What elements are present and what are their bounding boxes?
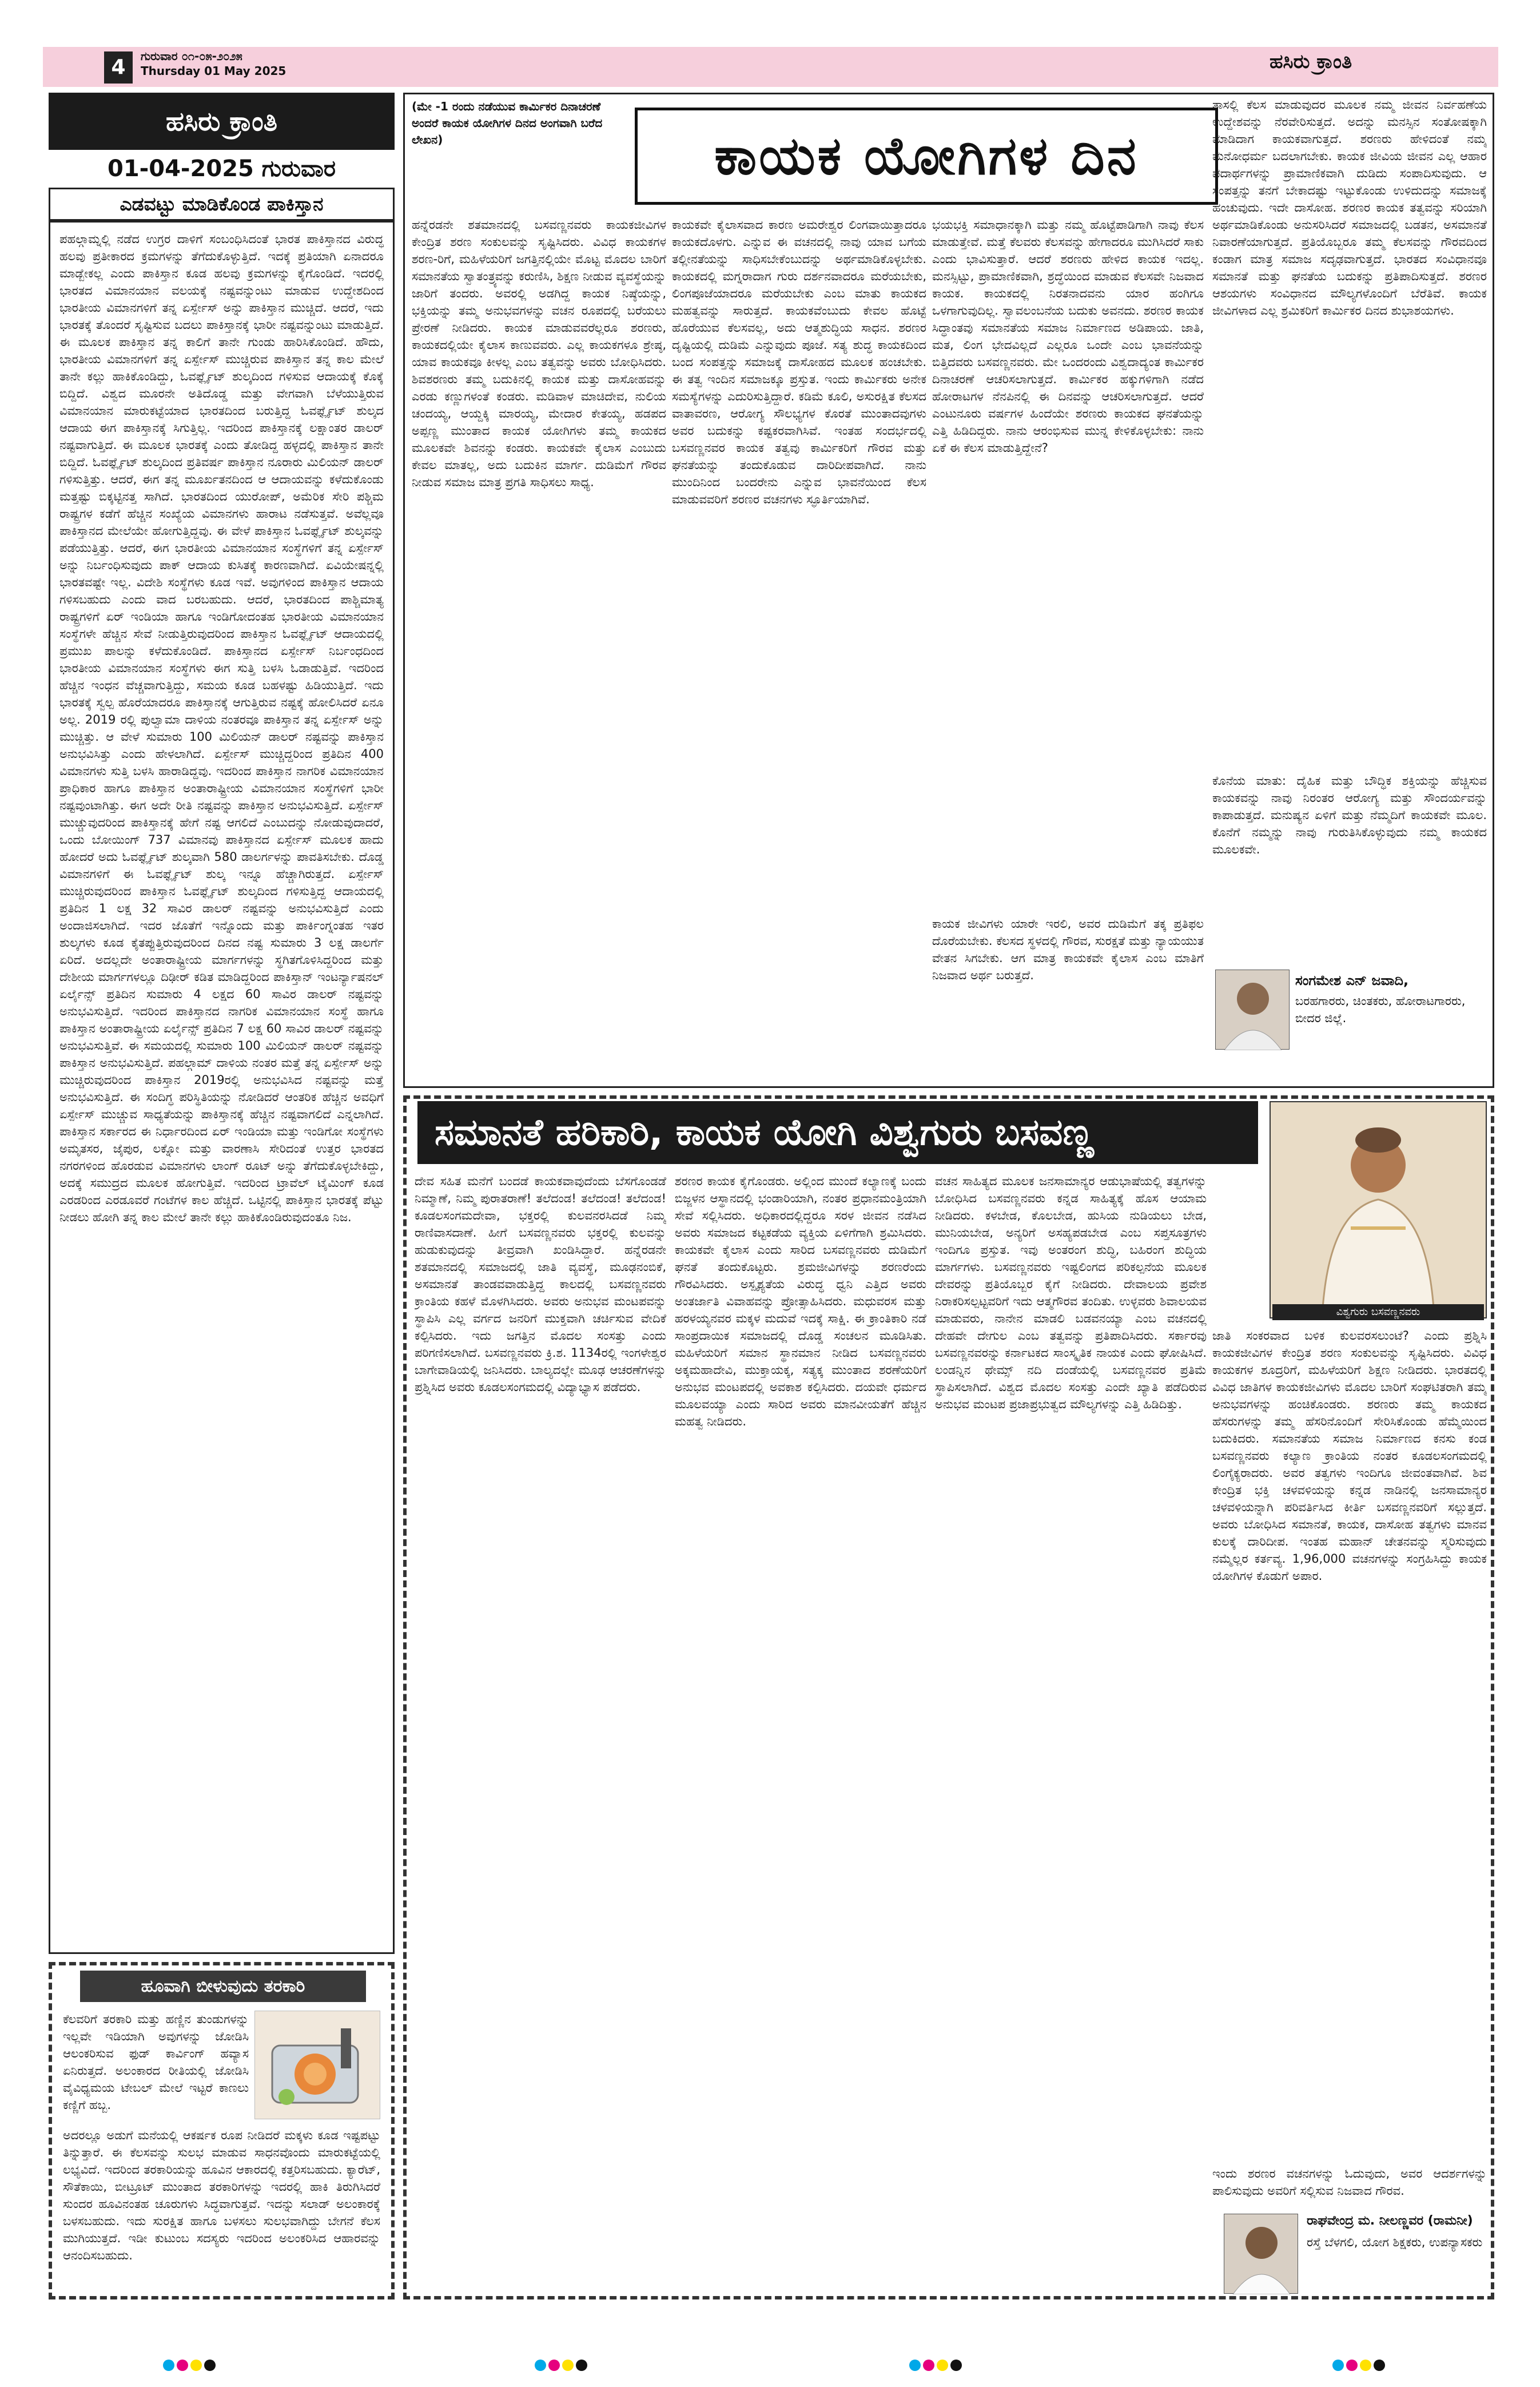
kayaka-kicker: (ಮೇ -1 ರಂದು ನಡೆಯುವ ಕಾರ್ಮಿಕರ ದಿನಾಚರಣೆ ಅಂದರೆ ಕಾಯಕ ಯೋಗಿಗಳ ದಿನದ ಅಂಗವಾಗಿ ಬರೆದ ಲೇಖನ) [412,100,603,146]
registration-dot [535,2360,546,2371]
registration-dot [562,2360,574,2371]
editorial-box [49,221,395,1954]
registration-dot [190,2360,202,2371]
veg-tip-body-bottom: ಅದರಲ್ಲೂ ಅಡುಗೆ ಮನೆಯಲ್ಲಿ ಆಕರ್ಷಕ ರೂಪ ನೀಡಿದರೆ ಮಕ್ಕಳು ಕೂಡ ಇಷ್ಟಪಟ್ಟು ತಿನ್ನುತ್ತಾರೆ. ಈ ಕೆಲಸವನ್ನು ಸುಲಭ ಮಾಡುವ ಸಾಧನವೊಂದು ಮಾರುಕಟ್ಟೆಯಲ್ಲಿ ಲಭ್ಯವಿದೆ. ಇದರಿಂದ ತರಕಾರಿಯನ್ನು ಹೂವಿನ ಆಕಾರದಲ್ಲಿ ಕತ್ತರಿಸಬಹುದು. ಕ್ಯಾರೆಟ್, ಸೌತೆಕಾಯಿ, ಬೀಟ್ರೂಟ್ ಮುಂತಾದ ತರಕಾರಿಗಳನ್ನು ಇದರಲ್ಲಿ ಹಾಕಿ ತಿರುಗಿಸಿದರೆ ಸುಂದರ ಹೂವಿನಂತಹ ಚೂರುಗಳು ಸಿದ್ಧವಾಗುತ್ತವೆ. ಇದನ್ನು ಸಲಾಡ್ ಅಲಂಕಾರಕ್ಕೆ ಬಳಸಬಹುದು. ಇದು ಸುರಕ್ಷಿತ ಹಾಗೂ ಬಳಸಲು ಸುಲಭವಾಗಿದ್ದು ಬೇಗನೆ ಕೆಲಸ ಮುಗಿಯುತ್ತದೆ. ಇಡೀ ಕುಟುಂಬ ಸದಸ್ಯರು ಇದರಿಂದ ಅಲಂಕರಿಸಿದ ಆಹಾರವನ್ನು ಆನಂದಿಸಬಹುದು. [63,2128,380,2262]
author-name: ರಾಘವೇಂದ್ರ ಮ. ನೀಲಣ್ಣವರ (ರಾಮನೀ) [1307,2214,1473,2228]
kayaka-column-1: ಹನ್ನೆರಡನೇ ಶತಮಾನದಲ್ಲಿ ಬಸವಣ್ಣನವರು ಕಾಯಕಜೀವಿಗಳ ಕೇಂದ್ರಿತ ಶರಣ ಸಂಕುಲವನ್ನು ಸೃಷ್ಟಿಸಿದರು. ವಿವಿಧ ಕಾಯಕಗಳ ಶರಣ-ರಿಗೆ, ಮಹಿಳೆಯರಿಗೆ ಜಗತ್ತಿನಲ್ಲಿಯೇ ಮೊಟ್ಟ ಮೊದಲ ಬಾರಿಗೆ ಸಮಾನತೆಯ ಸ್ವಾತಂತ್ರ್ಯವನ್ನು ಕರುಣಿಸಿ, ಶಿಕ್ಷಣ ನೀಡುವ ವ್ಯವಸ್ಥೆಯನ್ನು ಜಾರಿಗೆ ತಂದರು. ಅವರಲ್ಲಿ ಅಡಗಿದ್ದ ಕಾಯಕ ನಿಷ್ಠೆಯನ್ನು, ಭಕ್ತಿಯನ್ನು ತಮ್ಮ ಅನುಭವಗಳನ್ನು ವಚನ ರೂಪದಲ್ಲಿ ಬರೆಯಲು ಪ್ರೇರಣೆ ನೀಡಿದರು. ಕಾಯಕ ಮಾಡುವವರೆಲ್ಲರೂ ಶರಣರು, ಕಾಯಕದಲ್ಲಿಯೇ ಕೈಲಾಸ ಕಾಣುವವರು. ಎಲ್ಲ ಕಾಯಕಗಳೂ ಶ್ರೇಷ್ಠ, ಯಾವ ಕಾಯಕವೂ ಕೀಳಲ್ಲ ಎಂಬ ತತ್ವವನ್ನು ಅವರು ಬೋಧಿಸಿದರು. ಶಿವಶರಣರು ತಮ್ಮ ಬದುಕಿನಲ್ಲಿ ಕಾಯಕ ಮತ್ತು ದಾಸೋಹವನ್ನು ಎರಡು ಕಣ್ಣುಗಳಂತೆ ಕಂಡರು. ಮಡಿವಾಳ ಮಾಚಿದೇವ, ನುಲಿಯ ಚಂದಯ್ಯ, ಆಯ್ದಕ್ಕಿ ಮಾರಯ್ಯ, ಮೇದಾರ ಕೇತಯ್ಯ, ಹಡಪದ ಅಪ್ಪಣ್ಣ ಮುಂತಾದ ಕಾಯಕ ಯೋಗಿಗಳು ತಮ್ಮ ಕಾಯಕದ ಮೂಲಕವೇ ಶಿವನನ್ನು ಕಂಡರು. ಕಾಯಕವೇ ಕೈಲಾಸ ಎಂಬುದು ಕೇವಲ ಮಾತಲ್ಲ, ಅದು ಬದುಕಿನ ಮಾರ್ಗ. ದುಡಿಮೆಗೆ ಗೌರವ ನೀಡುವ ಸಮಾಜ ಮಾತ್ರ ಪ್ರಗತಿ ಸಾಧಿಸಲು ಸಾಧ್ಯ. [412,218,666,489]
editorial-headline: ಎಡವಟ್ಟು ಮಾಡಿಕೊಂಡ ಪಾಕಿಸ್ತಾನ [49,188,395,221]
registration-dot [950,2360,962,2371]
kayaka-column-3: ಭಯಭಕ್ತಿ ಸಮಾಧಾನಕ್ಕಾಗಿ ಮತ್ತು ನಮ್ಮ ಹೊಟ್ಟೆಪಾಡಿಗಾಗಿ ನಾವು ಕೆಲಸ ಮಾಡುತ್ತೇವೆ. ಮತ್ತೆ ಕೆಲವರು ಕೆಲಸವನ್ನು ಹೇಗಾದರೂ ಮುಗಿಸಿದರೆ ಸಾಕು ಎಂದು ಭಾವಿಸುತ್ತಾರೆ. ಆದರೆ ಶರಣರು ಹೇಳಿದ ಕಾಯಕ ಇದಲ್ಲ. ಮನಸ್ಸಿಟ್ಟು, ಪ್ರಾಮಾಣಿಕವಾಗಿ, ಶ್ರದ್ಧೆಯಿಂದ ಮಾಡುವ ಕೆಲಸವೇ ನಿಜವಾದ ಕಾಯಕ. ಕಾಯಕದಲ್ಲಿ ನಿರತನಾದವನು ಯಾರ ಹಂಗಿಗೂ ಒಳಗಾಗುವುದಿಲ್ಲ. ಸ್ವಾವಲಂಬನೆಯ ಬದುಕು ಅವನದು. ಶರಣರ ಕಾಯಕ ಸಿದ್ಧಾಂತವು ಸಮಾನತೆಯ ಸಮಾಜ ನಿರ್ಮಾಣದ ಅಡಿಪಾಯ. ಜಾತಿ, ಮತ, ಲಿಂಗ ಭೇದವಿಲ್ಲದೆ ಎಲ್ಲರೂ ಒಂದೇ ಎಂಬ ಭಾವನೆಯನ್ನು ಬಿತ್ತಿದವರು ಬಸವಣ್ಣನವರು. ಮೇ ಒಂದರಂದು ವಿಶ್ವದಾದ್ಯಂತ ಕಾರ್ಮಿಕರ ದಿನಾಚರಣೆ ಆಚರಿಸಲಾಗುತ್ತದೆ. ಕಾರ್ಮಿಕರ ಹಕ್ಕುಗಳಿಗಾಗಿ ನಡೆದ ಹೋರಾಟಗಳ ನೆನಪಿನಲ್ಲಿ ಈ ದಿನವನ್ನು ಆಚರಿಸಲಾಗುತ್ತದೆ. ಆದರೆ ಎಂಟುನೂರು ವರ್ಷಗಳ ಹಿಂದೆಯೇ ಶರಣರು ಕಾಯಕದ ಘನತೆಯನ್ನು ಎತ್ತಿ ಹಿಡಿದಿದ್ದರು. ನಾನು ಆರಂಭಿಸುವ ಮುನ್ನ ಕೇಳಿಕೊಳ್ಳಬೇಕು: ನಾನು ಏಕೆ ಈ ಕೆಲಸ ಮಾಡುತ್ತಿದ್ದೇನೆ? [932,218,1204,455]
author-photo [1224,2214,1298,2294]
registration-dot [1360,2360,1371,2371]
kayaka-headline: ಕಾಯಕ ಯೋಗಿಗಳ ದಿನ [635,108,1218,205]
basava-column-2: ಶರಣರ ಕಾಯಕ ಕೈಗೊಂಡರು. ಅಲ್ಲಿಂದ ಮುಂದೆ ಕಲ್ಯಾಣಕ್ಕೆ ಬಂದು ಬಿಜ್ಜಳನ ಆಸ್ಥಾನದಲ್ಲಿ ಭಂಡಾರಿಯಾಗಿ, ನಂತರ ಪ್ರಧಾನಮಂತ್ರಿಯಾಗಿ ಸೇವೆ ಸಲ್ಲಿಸಿದರು. ಅಧಿಕಾರದಲ್ಲಿದ್ದರೂ ಸರಳ ಜೀವನ ನಡೆಸಿದ ಅವರು ಸಮಾಜದ ಕಟ್ಟಕಡೆಯ ವ್ಯಕ್ತಿಯ ಏಳಿಗೆಗಾಗಿ ಶ್ರಮಿಸಿದರು. ಕಾಯಕವೇ ಕೈಲಾಸ ಎಂದು ಸಾರಿದ ಬಸವಣ್ಣನವರು ದುಡಿಮೆಗೆ ಘನತೆ ತಂದುಕೊಟ್ಟರು. ಶ್ರಮಜೀವಿಗಳನ್ನು ಶರಣರೆಂದು ಗೌರವಿಸಿದರು. ಅಸ್ಪೃಶ್ಯತೆಯ ವಿರುದ್ಧ ಧ್ವನಿ ಎತ್ತಿದ ಅವರು ಅಂತರ್ಜಾತಿ ವಿವಾಹವನ್ನು ಪ್ರೋತ್ಸಾಹಿಸಿದರು. ಮಧುವರಸ ಮತ್ತು ಹರಳಯ್ಯನವರ ಮಕ್ಕಳ ಮದುವೆ ಇದಕ್ಕೆ ಸಾಕ್ಷಿ. ಈ ಕ್ರಾಂತಿಕಾರಿ ನಡೆ ಸಾಂಪ್ರದಾಯಿಕ ಸಮಾಜದಲ್ಲಿ ದೊಡ್ಡ ಸಂಚಲನ ಮೂಡಿಸಿತು. ಮಹಿಳೆಯರಿಗೆ ಸಮಾನ ಸ್ಥಾನಮಾನ ನೀಡಿದ ಬಸವಣ್ಣನವರು ಅಕ್ಕಮಹಾದೇವಿ, ಮುಕ್ತಾಯಕ್ಕ, ಸತ್ಯಕ್ಕ ಮುಂತಾದ ಶರಣೆಯರಿಗೆ ಅನುಭವ ಮಂಟಪದಲ್ಲಿ ಅವಕಾಶ ಕಲ್ಪಿಸಿದರು. ದಯವೇ ಧರ್ಮದ ಮೂಲವಯ್ಯಾ ಎಂದು ಸಾರಿದ ಅವರು ಮಾನವೀಯತೆಗೆ ಹೆಚ್ಚಿನ ಮಹತ್ವ ನೀಡಿದರು. [675,1174,926,1428]
kayaka-column-3-end: ಕಾಯಕ ಜೀವಿಗಳು ಯಾರೇ ಇರಲಿ, ಅವರ ದುಡಿಮೆಗೆ ತಕ್ಕ ಪ್ರತಿಫಲ ದೊರೆಯಬೇಕು. ಕೆಲಸದ ಸ್ಥಳದಲ್ಲಿ ಗೌರವ, ಸುರಕ್ಷತೆ ಮತ್ತು ನ್ಯಾಯಯುತ ವೇತನ ಸಿಗಬೇಕು. ಆಗ ಮಾತ್ರ ಕಾಯಕವೇ ಕೈಲಾಸ ಎಂಬ ಮಾತಿಗೆ ನಿಜವಾದ ಅರ್ಥ ಬರುತ್ತದೆ. [932,917,1204,982]
veg-cutter-photo [254,2011,380,2119]
header-date-english: Thursday 01 May 2025 [141,64,286,78]
kayaka-column-4: ತಾಸಲ್ಲಿ ಕೆಲಸ ಮಾಡುವುದರ ಮೂಲಕ ನಮ್ಮ ಜೀವನ ನಿರ್ವಹಣೆಯ ಉದ್ದೇಶವನ್ನು ನೆರವೇರಿಸುತ್ತದೆ. ಅದನ್ನು ಮನಸ್ಸಿನ ಸಂತೋಷಕ್ಕಾಗಿ ಮಾಡಿದಾಗ ಕಾಯಕವಾಗುತ್ತದೆ. ಶರಣರು ಹೇಳಿದಂತೆ ನಮ್ಮ ಮನೋಧರ್ಮ ಬದಲಾಗಬೇಕು. ಕಾಯಕ ಜೀವಿಯ ಜೀವನ ಎಲ್ಲ ಆಹಾರ ಪದಾರ್ಥಗಳನ್ನು ಪ್ರಾಮಾಣಿಕವಾಗಿ ದುಡಿದು ಸಂಪಾದಿಸುವುದು. ಆ ಸಂಪತ್ತನ್ನು ತನಗೆ ಬೇಕಾದಷ್ಟು ಇಟ್ಟುಕೊಂಡು ಉಳಿದುದನ್ನು ಸಮಾಜಕ್ಕೆ ಹಂಚುವುದು. ಇದೇ ದಾಸೋಹ. ಶರಣರ ಕಾಯಕ ತತ್ವವನ್ನು ಸರಿಯಾಗಿ ಅರ್ಥಮಾಡಿಕೊಂಡು ಅನುಸರಿಸಿದರೆ ಸಮಾಜದಲ್ಲಿ ಬಡತನ, ಅಸಮಾನತೆ ನಿವಾರಣೆಯಾಗುತ್ತದೆ. ಪ್ರತಿಯೊಬ್ಬರೂ ತಮ್ಮ ಕೆಲಸವನ್ನು ಗೌರವದಿಂದ ಕಂಡಾಗ ಮಾತ್ರ ಸಮಾಜ ಸದೃಢವಾಗುತ್ತದೆ. ಭಾರತದ ಸಂವಿಧಾನವೂ ಸಮಾನತೆ ಮತ್ತು ಘನತೆಯ ಬದುಕನ್ನು ಪ್ರತಿಪಾದಿಸುತ್ತದೆ. ಶರಣರ ಆಶಯಗಳು ಸಂವಿಧಾನದ ಮೌಲ್ಯಗಳೊಂದಿಗೆ ಬೆರೆತಿವೆ. ಕಾಯಕ ಜೀವಿಗಳಾದ ಎಲ್ಲ ಶ್ರಮಿಕರಿಗೆ ಕಾರ್ಮಿಕರ ದಿನದ ಶುಭಾಶಯಗಳು. [1212,98,1487,317]
registration-dots [535,2360,590,2373]
author-photo [1215,970,1290,1050]
author-role: ರಸ್ತೆ ಬೆಳಗಲಿ, ಯೋಗ ಶಿಕ್ಷಕರು, ಉಪನ್ಯಾಸಕರು [1307,2235,1483,2249]
basavanna-portrait [1270,1101,1487,1318]
kayaka-column-2: ಕಾಯಕವೇ ಕೈಲಾಸವಾದ ಕಾರಣ ಅಮರೇಶ್ವರ ಲಿಂಗವಾಯಿತ್ತಾದರೂ ಕಾಯಕದೊಳಗು. ಎನ್ನುವ ಈ ವಚನದಲ್ಲಿ ನಾವು ಯಾವ ಬಗೆಯ ತಲ್ಲೀನತೆಯನ್ನು ಸಾಧಿಸಬೇಕೆಂಬುದನ್ನು ಅರ್ಥಮಾಡಿಕೊಳ್ಳಬೇಕು. ಕಾಯಕದಲ್ಲಿ ಮಗ್ನರಾದಾಗ ಗುರು ದರ್ಶನವಾದರೂ ಮರೆಯಬೇಕು, ಲಿಂಗಪೂಜೆಯಾದರೂ ಮರೆಯಬೇಕು ಎಂಬ ಮಾತು ಕಾಯಕದ ಮಹತ್ವವನ್ನು ಸಾರುತ್ತದೆ. ಕಾಯಕವೆಂಬುದು ಕೇವಲ ಹೊಟ್ಟೆ ಹೊರೆಯುವ ಕೆಲಸವಲ್ಲ, ಅದು ಆತ್ಮಶುದ್ಧಿಯ ಸಾಧನ. ಶರಣರ ದೃಷ್ಟಿಯಲ್ಲಿ ದುಡಿಮೆ ಎನ್ನುವುದು ಪೂಜೆ. ಸತ್ಯ ಶುದ್ಧ ಕಾಯಕದಿಂದ ಬಂದ ಸಂಪತ್ತನ್ನು ಸಮಾಜಕ್ಕೆ ದಾಸೋಹದ ಮೂಲಕ ಹಂಚಬೇಕು. ಈ ತತ್ವ ಇಂದಿನ ಸಮಾಜಕ್ಕೂ ಪ್ರಸ್ತುತ. ಇಂದು ಕಾರ್ಮಿಕರು ಅನೇಕ ಸಮಸ್ಯೆಗಳನ್ನು ಎದುರಿಸುತ್ತಿದ್ದಾರೆ. ಕಡಿಮೆ ಕೂಲಿ, ಅಸುರಕ್ಷಿತ ಕೆಲಸದ ವಾತಾವರಣ, ಆರೋಗ್ಯ ಸೌಲಭ್ಯಗಳ ಕೊರತೆ ಮುಂತಾದವುಗಳು ಅವರ ಬದುಕನ್ನು ಕಷ್ಟಕರವಾಗಿಸಿವೆ. ಇಂತಹ ಸಂದರ್ಭದಲ್ಲಿ ಬಸವಣ್ಣನವರ ಕಾಯಕ ತತ್ವವು ಕಾರ್ಮಿಕರಿಗೆ ಗೌರವ ಮತ್ತು ಘನತೆಯನ್ನು ತಂದುಕೊಡುವ ದಾರಿದೀಪವಾಗಿದೆ. ನಾನು ಮುಂದಿನಿಂದ ಬಂದರೇನು ಎನ್ನುವ ಭಾವನೆಯಿಂದ ಕೆಲಸ ಮಾಡುವವರಿಗೆ ಶರಣರ ವಚನಗಳು ಸ್ಫೂರ್ತಿಯಾಗಿವೆ. [672,218,926,506]
registration-dots [1332,2360,1387,2373]
registration-dot [548,2360,560,2371]
registration-dot [909,2360,921,2371]
masthead-date: 01-04-2025 ಗುರುವಾರ [108,156,336,182]
basava-column-4-end: ಇಂದು ಶರಣರ ವಚನಗಳನ್ನು ಓದುವುದು, ಅವರ ಆದರ್ಶಗಳನ್ನು ಪಾಲಿಸುವುದು ಅವರಿಗೆ ಸಲ್ಲಿಸುವ ನಿಜವಾದ ಗೌರವ. [1212,2167,1487,2198]
registration-dot [1332,2360,1344,2371]
registration-dots [909,2360,964,2373]
veg-tip-body-top: ಕೆಲವರಿಗೆ ತರಕಾರಿ ಮತ್ತು ಹಣ್ಣಿನ ತುಂಡುಗಳನ್ನು ಇಲ್ಲವೇ ಇಡಿಯಾಗಿ ಅವುಗಳನ್ನು ಜೋಡಿಸಿ ಆಲಂಕರಿಸುವ ಫುಡ್ ಕಾರ್ವಿಂಗ್ ಹವ್ಯಾಸ ಏನಿರುತ್ತದೆ. ಅಲಂಕಾರದ ರೀತಿಯಲ್ಲಿ ಜೋಡಿಸಿ ವೈವಿಧ್ಯಮಯ ಟೇಬಲ್ ಮೇಲೆ ಇಟ್ಟರೆ ಕಾಣಲು ಕಣ್ಣಿಗೆ ಹಬ್ಬ. [63,2012,249,2112]
basava-column-1: ದೇವ ಸಹಿತ ಮನೆಗೆ ಬಂದಡೆ ಕಾಯಕವಾವುದೆಂದು ಬೆಸಗೊಂಡಡೆ ನಿಮ್ಮಾಣೆ, ನಿಮ್ಮ ಪುರಾತರಾಣೆ! ತಲೆದಂಡ! ತಲೆದಂಡ! ತಲೆದಂಡ! ಕೂಡಲಸಂಗಮದೇವಾ, ಭಕ್ತರಲ್ಲಿ ಕುಲವನರಸಿದಡೆ ನಿಮ್ಮ ರಾಣಿವಾಸದಾಣೆ. ಹೀಗೆ ಬಸವಣ್ಣನವರು ಭಕ್ತರಲ್ಲಿ ಕುಲವನ್ನು ಹುಡುಕುವುದನ್ನು ತೀವ್ರವಾಗಿ ಖಂಡಿಸಿದ್ದಾರೆ. ಹನ್ನೆರಡನೇ ಶತಮಾನದಲ್ಲಿ ಸಮಾಜದಲ್ಲಿ ಜಾತಿ ವ್ಯವಸ್ಥೆ, ಮೂಢನಂಬಿಕೆ, ಅಸಮಾನತೆ ತಾಂಡವವಾಡುತ್ತಿದ್ದ ಕಾಲದಲ್ಲಿ ಬಸವಣ್ಣನವರು ಕ್ರಾಂತಿಯ ಕಹಳೆ ಮೊಳಗಿಸಿದರು. ಅವರು ಅನುಭವ ಮಂಟಪವನ್ನು ಸ್ಥಾಪಿಸಿ ಎಲ್ಲ ವರ್ಗದ ಜನರಿಗೆ ಮುಕ್ತವಾಗಿ ಚರ್ಚಿಸುವ ವೇದಿಕೆ ಕಲ್ಪಿಸಿದರು. ಇದು ಜಗತ್ತಿನ ಮೊದಲ ಸಂಸತ್ತು ಎಂದು ಪರಿಗಣಿಸಲಾಗಿದೆ. ಬಸವಣ್ಣನವರು ಕ್ರಿ.ಶ. 1134ರಲ್ಲಿ ಇಂಗಳೇಶ್ವರ ಬಾಗೇವಾಡಿಯಲ್ಲಿ ಜನಿಸಿದರು. ಬಾಲ್ಯದಲ್ಲೇ ಮೂಢ ಆಚರಣೆಗಳನ್ನು ಪ್ರಶ್ನಿಸಿದ ಅವರು ಕೂಡಲಸಂಗಮದಲ್ಲಿ ವಿದ್ಯಾಭ್ಯಾಸ ಪಡೆದರು. [415,1174,666,1394]
registration-dot [204,2360,216,2371]
veg-tip-headline: ಹೂವಾಗಿ ಬೀಳುವುದು ತರಕಾರಿ [80,1971,366,2002]
basavanna-caption: ವಿಶ್ವಗುರು ಬಸವಣ್ಣನವರು [1272,1304,1484,1320]
registration-dot [177,2360,188,2371]
header-paper-name: ಹಸಿರು ಕ್ರಾಂತಿ [1270,50,1352,73]
registration-dots [163,2360,218,2373]
editorial-body: ಪಹಲ್ಗಾಮ್ನಲ್ಲಿ ನಡೆದ ಉಗ್ರರ ದಾಳಿಗೆ ಸಂಬಂಧಿಸಿದಂತೆ ಭಾರತ ಪಾಕಿಸ್ತಾನದ ವಿರುದ್ಧ ಹಲವು ಪ್ರತೀಕಾರದ ಕ್ರಮಗಳನ್ನು ತೆಗೆದುಕೊಳ್ಳುತ್ತಿದೆ. ಇದಕ್ಕೆ ಪ್ರತಿಯಾಗಿ ಏನಾದರೂ ಮಾಡ್ಬೇಕಲ್ಲ ಎಂದು ಪಾಕಿಸ್ತಾನ ಕೂಡ ಹಲವು ಕ್ರಮಗಳನ್ನು ಕೈಗೊಂಡಿದೆ. ಇದರಲ್ಲಿ ಭಾರತದ ವಿಮಾನಯಾನ ವಲಯಕ್ಕೆ ನಷ್ಟವನ್ನುಂಟು ಮಾಡುವ ಉದ್ದೇಶದಿಂದ ಭಾರತೀಯ ವಿಮಾನಗಳಿಗೆ ತನ್ನ ಏರ್ಸ್ಪೇಸ್ ಅನ್ನು ಪಾಕಿಸ್ತಾನ ಮುಚ್ಚಿದೆ. ಆದರೆ, ಇದು ಭಾರತಕ್ಕೆ ತೊಂದರೆ ಸೃಷ್ಟಿಸುವ ಬದಲು ಪಾಕಿಸ್ತಾನಕ್ಕೆ ಭಾರೀ ನಷ್ಟವನ್ನುಂಟು ಮಾಡುತ್ತಿದೆ. ಈ ಮೂಲಕ ಪಾಕಿಸ್ತಾನ ತನ್ನ ಕಾಲಿಗೆ ತಾನೇ ಗುಂಡು ಹಾರಿಸಿಕೊಂಡಿದೆ. ಹೌದು, ಭಾರತೀಯ ವಿಮಾನಗಳಿಗೆ ತನ್ನ ಏರ್ಸ್ಪೇಸ್ ಮುಚ್ಚಿರುವ ಪಾಕಿಸ್ತಾನ ತನ್ನ ಕಾಲ ಮೇಲೆ ತಾನೇ ಕಲ್ಲು ಹಾಕಿಕೊಂಡಿದ್ದು, ಓವರ್ಫ್ಲೈಟ್ ಶುಲ್ಕದಿಂದ ಗಳಿಸುವ ಆದಾಯಕ್ಕೆ ಕೊಕ್ಕೆ ಬಿದ್ದಿದೆ. ವಿಶ್ವದ ಮೂರನೇ ಅತಿದೊಡ್ಡ ಮತ್ತು ವೇಗವಾಗಿ ಬೆಳೆಯುತ್ತಿರುವ ವಿಮಾನಯಾನ ಮಾರುಕಟ್ಟೆಯಾದ ಭಾರತದಿಂದ ಬರುತ್ತಿದ್ದ ಓವರ್ಫ್ಲೈಟ್ ಶುಲ್ಕದ ಆದಾಯ ಈಗ ಪಾಕಿಸ್ತಾನಕ್ಕೆ ಸಿಗುತ್ತಿಲ್ಲ. ಇದರಿಂದ ಪಾಕಿಸ್ತಾನಕ್ಕೆ ಲಕ್ಷಾಂತರ ಡಾಲರ್ ನಷ್ಟವಾಗುತ್ತಿದೆ. ಈ ಮೂಲಕ ಭಾರತಕ್ಕೆ ಎಂದು ತೋಡಿದ್ದ ಹಳ್ಳದಲ್ಲಿ ಪಾಕಿಸ್ತಾನ ತಾನೇ ಬಿದ್ದಿದೆ. ಓವರ್ಫ್ಲೈಟ್ ಶುಲ್ಕದಿಂದ ಪ್ರತಿವರ್ಷ ಪಾಕಿಸ್ತಾನ ನೂರಾರು ಮಿಲಿಯನ್ ಡಾಲರ್ ಗಳಿಸುತ್ತಿತ್ತು. ಆದರೆ, ಈಗ ತನ್ನ ಮೂರ್ಖತನದಿಂದ ಆ ಆದಾಯವನ್ನು ಕಳೆದುಕೊಂಡು ಮತ್ತಷ್ಟು ಬಿಕ್ಕಟ್ಟಿನತ್ತ ಸಾಗಿದೆ. ಭಾರತದಿಂದ ಯುರೋಪ್, ಅಮೆರಿಕ ಸೇರಿ ಪಶ್ಚಿಮ ರಾಷ್ಟ್ರಗಳ ಕಡೆಗೆ ಹೆಚ್ಚಿನ ಸಂಖ್ಯೆಯ ವಿಮಾನಗಳು ಹಾರಾಟ ನಡೆಸುತ್ತವೆ. ಅವೆಲ್ಲವೂ ಪಾಕಿಸ್ತಾನದ ಮೇಲೆಯೇ ಹೋಗುತ್ತಿದ್ದವು. ಈ ವೇಳೆ ಪಾಕಿಸ್ತಾನ ಓವರ್ಫ್ಲೈಟ್ ಶುಲ್ಕವನ್ನು ಪಡೆಯುತ್ತಿತ್ತು. ಆದರೆ, ಈಗ ಭಾರತೀಯ ವಿಮಾನಯಾನ ಸಂಸ್ಥೆಗಳಿಗೆ ತನ್ನ ಏರ್ಸ್ಪೇಸ್ ಅನ್ನು ನಿರ್ಬಂಧಿಸುವುದು ಪಾಕ್ ಆದಾಯ ಕುಸಿತಕ್ಕೆ ಕಾರಣವಾಗಿದೆ. ಏವಿಯೇಷನ್ನಲ್ಲಿ ಭಾರತವಷ್ಟೇ ಇಲ್ಲ. ವಿದೇಶಿ ಸಂಸ್ಥೆಗಳು ಕೂಡ ಇವೆ. ಅವುಗಳಿಂದ ಪಾಕಿಸ್ತಾನ ಆದಾಯ ಗಳಿಸಬಹುದು ಎಂದು ವಾದ ಬರಬಹುದು. ಆದರೆ, ಭಾರತದಿಂದ ಪಾಶ್ಚಿಮಾತ್ಯ ರಾಷ್ಟ್ರಗಳಿಗೆ ಏರ್ ಇಂಡಿಯಾ ಹಾಗೂ ಇಂಡಿಗೋದಂತಹ ಭಾರತೀಯ ವಿಮಾನಯಾನ ಸಂಸ್ಥೆಗಳೇ ಹೆಚ್ಚಿನ ಸೇವೆ ನೀಡುತ್ತಿರುವುದರಿಂದ ಪಾಕಿಸ್ತಾನ ಓವರ್ಫ್ಲೈಟ್ ಆದಾಯದಲ್ಲಿ ಪ್ರಮುಖ ಪಾಲನ್ನು ಕಳೆದುಕೊಂಡಿದೆ. ಪಾಕಿಸ್ತಾನದ ಏರ್ಸ್ಪೇಸ್ ನಿರ್ಬಂಧದಿಂದ ಭಾರತೀಯ ವಿಮಾನಯಾನ ಸಂಸ್ಥೆಗಳು ಈಗ ಸುತ್ತಿ ಬಳಸಿ ಓಡಾಡುತ್ತಿವೆ. ಇದರಿಂದ ಹೆಚ್ಚಿನ ಇಂಧನ ವೆಚ್ಚವಾಗುತ್ತಿದ್ದು, ಸಮಯ ಕೂಡ ಬಹಳಷ್ಟು ಹಿಡಿಯುತ್ತಿದೆ. ಇದು ಭಾರತಕ್ಕೆ ಸ್ವಲ್ಪ ಹೊರೆಯಾದರೂ ಪಾಕಿಸ್ತಾನಕ್ಕೆ ಆಗುತ್ತಿರುವ ನಷ್ಟಕ್ಕೆ ಹೋಲಿಸಿದರೆ ಏನೂ ಅಲ್ಲ. 2019 ರಲ್ಲಿ ಪುಲ್ವಾಮಾ ದಾಳಿಯ ನಂತರವೂ ಪಾಕಿಸ್ತಾನ ತನ್ನ ಏರ್ಸ್ಪೇಸ್ ಅನ್ನು ಮುಚ್ಚಿತ್ತು. ಆ ವೇಳೆ ಸುಮಾರು 100 ಮಿಲಿಯನ್ ಡಾಲರ್ ನಷ್ಟವನ್ನು ಪಾಕಿಸ್ತಾನ ಅನುಭವಿಸಿತ್ತು ಎಂದು ಹೇಳಲಾಗಿದೆ. ಏರ್ಸ್ಪೇಸ್ ಮುಚ್ಚಿದ್ದರಿಂದ ಪ್ರತಿದಿನ 400 ವಿಮಾನಗಳು ಸುತ್ತಿ ಬಳಸಿ ಹಾರಾಡಿದ್ದವು. ಇದರಿಂದ ಪಾಕಿಸ್ತಾನ ನಾಗರಿಕ ವಿಮಾನಯಾನ ಪ್ರಾಧಿಕಾರ ಹಾಗೂ ಪಾಕಿಸ್ತಾನ ಅಂತಾರಾಷ್ಟ್ರೀಯ ವಿಮಾನಯಾನ ಸಂಸ್ಥೆಗಳಿಗೆ ಭಾರೀ ನಷ್ಟವುಂಟಾಗಿತ್ತು. ಈಗ ಅದೇ ರೀತಿ ನಷ್ಟವನ್ನು ಪಾಕಿಸ್ತಾನ ಅನುಭವಿಸುತ್ತಿದೆ. ಏರ್ಸ್ಪೇಸ್ ಮುಚ್ಚುವುದರಿಂದ ಪಾಕಿಸ್ತಾನಕ್ಕೆ ಹೇಗೆ ನಷ್ಟ ಆಗಲಿದೆ ಎಂಬುದನ್ನು ನೋಡುವುದಾದರೆ, ಒಂದು ಬೋಯಿಂಗ್ 737 ವಿಮಾನವು ಪಾಕಿಸ್ತಾನದ ಏರ್ಸ್ಪೇಸ್ ಮೂಲಕ ಹಾದು ಹೋದರೆ ಅದು ಓವರ್ಫ್ಲೈಟ್ ಶುಲ್ಕವಾಗಿ 580 ಡಾಲರ್ಗಳನ್ನು ಪಾವತಿಸಬೇಕು. ದೊಡ್ಡ ವಿಮಾನಗಳಿಗೆ ಈ ಓವರ್ಫ್ಲೈಟ್ ಶುಲ್ಕ ಇನ್ನೂ ಹೆಚ್ಚಾಗಿರುತ್ತದೆ. ಏರ್ಸ್ಪೇಸ್ ಮುಚ್ಚಿರುವುದರಿಂದ ಪಾಕಿಸ್ತಾನ ಓವರ್ಫ್ಲೈಟ್ ಶುಲ್ಕದಿಂದ ಗಳಿಸುತ್ತಿದ್ದ ಆದಾಯದಲ್ಲಿ ಪ್ರತಿದಿನ 1 ಲಕ್ಷ 32 ಸಾವಿರ ಡಾಲರ್ ನಷ್ಟವನ್ನು ಅನುಭವಿಸುತ್ತಿದೆ ಎಂದು ಅಂದಾಜಿಸಲಾಗಿದೆ. ಇದರ ಜೊತೆಗೆ ಇನ್ನೊಂದು ಮತ್ತು ಪಾರ್ಕಿಂಗ್ನಂತಹ ಇತರ ಶುಲ್ಕಗಳು ಕೂಡ ಕೈತಪ್ಪುತ್ತಿರುವುದರಿಂದ ದಿನದ ನಷ್ಟ ಸುಮಾರು 3 ಲಕ್ಷ ಡಾಲರ್ಗೆ ಏರಿದೆ. ಅದಲ್ಲದೇ ಅಂತಾರಾಷ್ಟ್ರೀಯ ಮಾರ್ಗಗಳನ್ನು ಸ್ಥಗಿತಗೊಳಿಸಿದ್ದರಿಂದ ಮತ್ತು ದೇಶೀಯ ಮಾರ್ಗಗಳಲ್ಲೂ ದಿಢೀರ್ ಕಡಿತ ಮಾಡಿದ್ದರಿಂದ ಪಾಕಿಸ್ತಾನ್ ಇಂಟರ್ನ್ಯಾಷನಲ್ ಏರ್ಲೈನ್ಸ್ ಪ್ರತಿದಿನ ಸುಮಾರು 4 ಲಕ್ಷದ 60 ಸಾವಿರ ಡಾಲರ್ ನಷ್ಟವನ್ನು ಅನುಭವಿಸುತ್ತಿದೆ. ಇದರಿಂದ ಪಾಕಿಸ್ತಾನದ ನಾಗರಿಕ ವಿಮಾನಯಾನ ಸಂಸ್ಥೆ ಹಾಗೂ ಪಾಕಿಸ್ತಾನ ಅಂತಾರಾಷ್ಟ್ರೀಯ ಏರ್ಲೈನ್ಸ್ ಪ್ರತಿದಿನ 7 ಲಕ್ಷ 60 ಸಾವಿರ ಡಾಲರ್ ನಷ್ಟವನ್ನು ಅನುಭವಿಸುತ್ತಿವೆ. ಈ ಸಮಯದಲ್ಲಿ ಸುಮಾರು 100 ಮಿಲಿಯನ್ ಡಾಲರ್ ನಷ್ಟವನ್ನು ಪಾಕಿಸ್ತಾನ ಅನುಭವಿಸುತ್ತಿದೆ. ಪಹಲ್ಗಾಮ್ ದಾಳಿಯ ನಂತರ ಮತ್ತೆ ತನ್ನ ಏರ್ಸ್ಪೇಸ್ ಅನ್ನು ಮುಚ್ಚಿರುವುದರಿಂದ ಪಾಕಿಸ್ತಾನ 2019ರಲ್ಲಿ ಅನುಭವಿಸಿದ ನಷ್ಟವನ್ನು ಮತ್ತೆ ಅನುಭವಿಸುತ್ತಿದೆ. ಈ ಸಂದಿಗ್ಧ ಪರಿಸ್ಥಿತಿಯನ್ನು ನೋಡಿದರೆ ಆಂತರಿಕ ಹೆಚ್ಚಿನ ಅವಧಿಗೆ ಏರ್ಸ್ಪೇಸ್ ಮುಚ್ಚುವ ಸಾಧ್ಯತೆಯನ್ನು ಪಾಕಿಸ್ತಾನಕ್ಕೆ ಹೆಚ್ಚಿನ ನಷ್ಟವಾಗಲಿದೆ ಎನ್ನಲಾಗಿದೆ. ಪಾಕಿಸ್ತಾನ ಸರ್ಕಾರದ ಈ ನಿರ್ಧಾರದಿಂದ ಏರ್ ಇಂಡಿಯಾ ಮತ್ತು ಇಂಡಿಗೋ ಸಂಸ್ಥೆಗಳು ಅಮೃತಸರ, ಜೈಪುರ, ಲಕ್ನೋ ಮತ್ತು ವಾರಣಾಸಿ ಸೇರಿದಂತೆ ಉತ್ತರ ಭಾರತದ ನಗರಗಳಿಂದ ಹೊರಡುವ ವಿಮಾನಗಳು ಲಾಂಗ್ ರೂಟ್ ಅನ್ನು ತೆಗೆದುಕೊಳ್ಳಬೇಕಿದ್ದು, ಅದಕ್ಕೆ ಸಮುದ್ರದ ಮೂಲಕ ಹೋಗುತ್ತಿವೆ. ಇದರಿಂದ ಟ್ರಾವೆಲ್ ಟೈಮಿಂಗ್ ಕೂಡ ಎರಡರಿಂದ ಎರಡೂವರೆ ಗಂಟೆಗಳ ಕಾಲ ಹೆಚ್ಚಿದೆ. ಒಟ್ಟಿನಲ್ಲಿ ಪಾಕಿಸ್ತಾನ ಭಾರತಕ್ಕೆ ಪೆಟ್ಟು ನೀಡಲು ಹೋಗಿ ತನ್ನ ಕಾಲ ಮೇಲೆ ತಾನೇ ಕಲ್ಲು ಹಾಕಿಕೊಂಡಿರುವುದಂತೂ ನಿಜ. [59,232,384,1224]
registration-dot [576,2360,587,2371]
registration-dot [937,2360,948,2371]
registration-dot [923,2360,934,2371]
header-date-kannada: ಗುರುವಾರ ೦೧-೦೫-೨೦೨೫ [141,49,242,63]
kayaka-column-4-end: ಕೊನೆಯ ಮಾತು: ದೈಹಿಕ ಮತ್ತು ಬೌದ್ಧಿಕ ಶಕ್ತಿಯನ್ನು ಹೆಚ್ಚಿಸುವ ಕಾಯಕವನ್ನು ನಾವು ನಿರಂತರ ಆರೋಗ್ಯ ಮತ್ತು ಸೌಂದರ್ಯವನ್ನು ಕಾಪಾಡುತ್ತದೆ. ಮನುಷ್ಯನ ಏಳಿಗೆ ಮತ್ತು ನೆಮ್ಮದಿಗೆ ಕಾಯಕವೇ ಮೂಲ. ಕೊನೆಗೆ ನಮ್ಮನ್ನು ನಾವು ಗುರುತಿಸಿಕೊಳ್ಳುವುದು ನಮ್ಮ ಕಾಯಕದ ಮೂಲಕವೇ. [1212,774,1487,856]
masthead-title: ಹಸಿರು ಕ್ರಾಂತಿ [49,93,395,150]
registration-dot [1346,2360,1358,2371]
page-number: 4 [104,51,133,84]
basava-headline: ಸಮಾನತೆ ಹರಿಕಾರಿ, ಕಾಯಕ ಯೋಗಿ ವಿಶ್ವಗುರು ಬಸವಣ್ಣ [417,1101,1258,1164]
registration-dot [1374,2360,1385,2371]
author-role: ಬರಹಗಾರರು, ಚಿಂತಕರು, ಹೋರಾಟಗಾರರು, ಬೀದರ ಜಿಲ್ಲೆ. [1295,994,1466,1025]
author-name: ಸಂಗಮೇಶ ಎನ್ ಜವಾದಿ, [1295,972,1409,988]
basava-column-4: ಜಾತಿ ಸಂಕರವಾದ ಬಳಿಕ ಕುಲವರಸಲುಂಟೆ? ಎಂದು ಪ್ರಶ್ನಿಸಿ ಕಾಯಕಜೀವಿಗಳ ಕೇಂದ್ರಿತ ಶರಣ ಸಂಕುಲವನ್ನು ಸೃಷ್ಟಿಸಿದರು. ವಿವಿಧ ಕಾಯಕಗಳ ಶೂದ್ರರಿಗೆ, ಮಹಿಳೆಯರಿಗೆ ಶಿಕ್ಷಣ ನೀಡಿದರು. ಭಾರತದಲ್ಲಿ ವಿವಿಧ ಜಾತಿಗಳ ಕಾಯಕಜೀವಿಗಳು ಮೊದಲ ಬಾರಿಗೆ ಸಂಘಟಿತರಾಗಿ ತಮ್ಮ ಅನುಭವಗಳನ್ನು ಹಂಚಿಕೊಂಡರು. ಶರಣರು ತಮ್ಮ ಕಾಯಕದ ಹೆಸರುಗಳನ್ನು ತಮ್ಮ ಹೆಸರಿನೊಂದಿಗೆ ಸೇರಿಸಿಕೊಂಡು ಹೆಮ್ಮೆಯಿಂದ ಬದುಕಿದರು. ಸಮಾನತೆಯ ಸಮಾಜ ನಿರ್ಮಾಣದ ಕನಸು ಕಂಡ ಬಸವಣ್ಣನವರು ಕಲ್ಯಾಣ ಕ್ರಾಂತಿಯ ನಂತರ ಕೂಡಲಸಂಗಮದಲ್ಲಿ ಲಿಂಗೈಕ್ಯರಾದರು. ಅವರ ತತ್ವಗಳು ಇಂದಿಗೂ ಜೀವಂತವಾಗಿವೆ. ಶಿವ ಕೇಂದ್ರಿತ ಭಕ್ತಿ ಚಳವಳಿಯನ್ನು ಕನ್ನಡ ನಾಡಿನಲ್ಲಿ ಜನಸಾಮಾನ್ಯರ ಚಳವಳಿಯನ್ನಾಗಿ ಪರಿವರ್ತಿಸಿದ ಕೀರ್ತಿ ಬಸವಣ್ಣನವರಿಗೆ ಸಲ್ಲುತ್ತದೆ. ಅವರು ಬೋಧಿಸಿದ ಸಮಾನತೆ, ಕಾಯಕ, ದಾಸೋಹ ತತ್ವಗಳು ಮಾನವ ಕುಲಕ್ಕೆ ದಾರಿದೀಪ. ಇಂತಹ ಮಹಾನ್ ಚೇತನವನ್ನು ಸ್ಮರಿಸುವುದು ನಮ್ಮೆಲ್ಲರ ಕರ್ತವ್ಯ. 1,96,000 ವಚನಗಳನ್ನು ಸಂಗ್ರಹಿಸಿದ್ದು ಕಾಯಕ ಯೋಗಿಗಳ ಕೊಡುಗೆ ಅಪಾರ. [1212,1329,1487,1583]
basava-column-3: ವಚನ ಸಾಹಿತ್ಯದ ಮೂಲಕ ಜನಸಾಮಾನ್ಯರ ಆಡುಭಾಷೆಯಲ್ಲಿ ತತ್ವಗಳನ್ನು ಬೋಧಿಸಿದ ಬಸವಣ್ಣನವರು ಕನ್ನಡ ಸಾಹಿತ್ಯಕ್ಕೆ ಹೊಸ ಆಯಾಮ ನೀಡಿದರು. ಕಳಬೇಡ, ಕೊಲಬೇಡ, ಹುಸಿಯ ನುಡಿಯಲು ಬೇಡ, ಮುನಿಯಬೇಡ, ಅನ್ಯರಿಗೆ ಅಸಹ್ಯಪಡಬೇಡ ಎಂಬ ಸಪ್ತಸೂತ್ರಗಳು ಇಂದಿಗೂ ಪ್ರಸ್ತುತ. ಇವು ಅಂತರಂಗ ಶುದ್ಧಿ, ಬಹಿರಂಗ ಶುದ್ಧಿಯ ಮಾರ್ಗಗಳು. ಬಸವಣ್ಣನವರು ಇಷ್ಟಲಿಂಗದ ಪರಿಕಲ್ಪನೆಯ ಮೂಲಕ ದೇವರನ್ನು ಪ್ರತಿಯೊಬ್ಬರ ಕೈಗೆ ನೀಡಿದರು. ದೇವಾಲಯ ಪ್ರವೇಶ ನಿರಾಕರಿಸಲ್ಪಟ್ಟವರಿಗೆ ಇದು ಆತ್ಮಗೌರವ ತಂದಿತು. ಉಳ್ಳವರು ಶಿವಾಲಯವ ಮಾಡುವರು, ನಾನೇನ ಮಾಡಲಿ ಬಡವನಯ್ಯಾ ಎಂಬ ವಚನದಲ್ಲಿ ದೇಹವೇ ದೇಗುಲ ಎಂಬ ತತ್ವವನ್ನು ಪ್ರತಿಪಾದಿಸಿದರು. ಸರ್ಕಾರವು ಬಸವಣ್ಣನವರನ್ನು ಕರ್ನಾಟಕದ ಸಾಂಸ್ಕೃತಿಕ ನಾಯಕ ಎಂದು ಘೋಷಿಸಿದೆ. ಲಂಡನ್ನಿನ ಥೇಮ್ಸ್ ನದಿ ದಂಡೆಯಲ್ಲಿ ಬಸವಣ್ಣನವರ ಪ್ರತಿಮೆ ಸ್ಥಾಪಿಸಲಾಗಿದೆ. ವಿಶ್ವದ ಮೊದಲ ಸಂಸತ್ತು ಎಂದೇ ಖ್ಯಾತಿ ಪಡೆದಿರುವ ಅನುಭವ ಮಂಟಪ ಪ್ರಜಾಪ್ರಭುತ್ವದ ಮೌಲ್ಯಗಳನ್ನು ಎತ್ತಿ ಹಿಡಿದಿತ್ತು. [935,1174,1207,1411]
registration-dot [163,2360,174,2371]
